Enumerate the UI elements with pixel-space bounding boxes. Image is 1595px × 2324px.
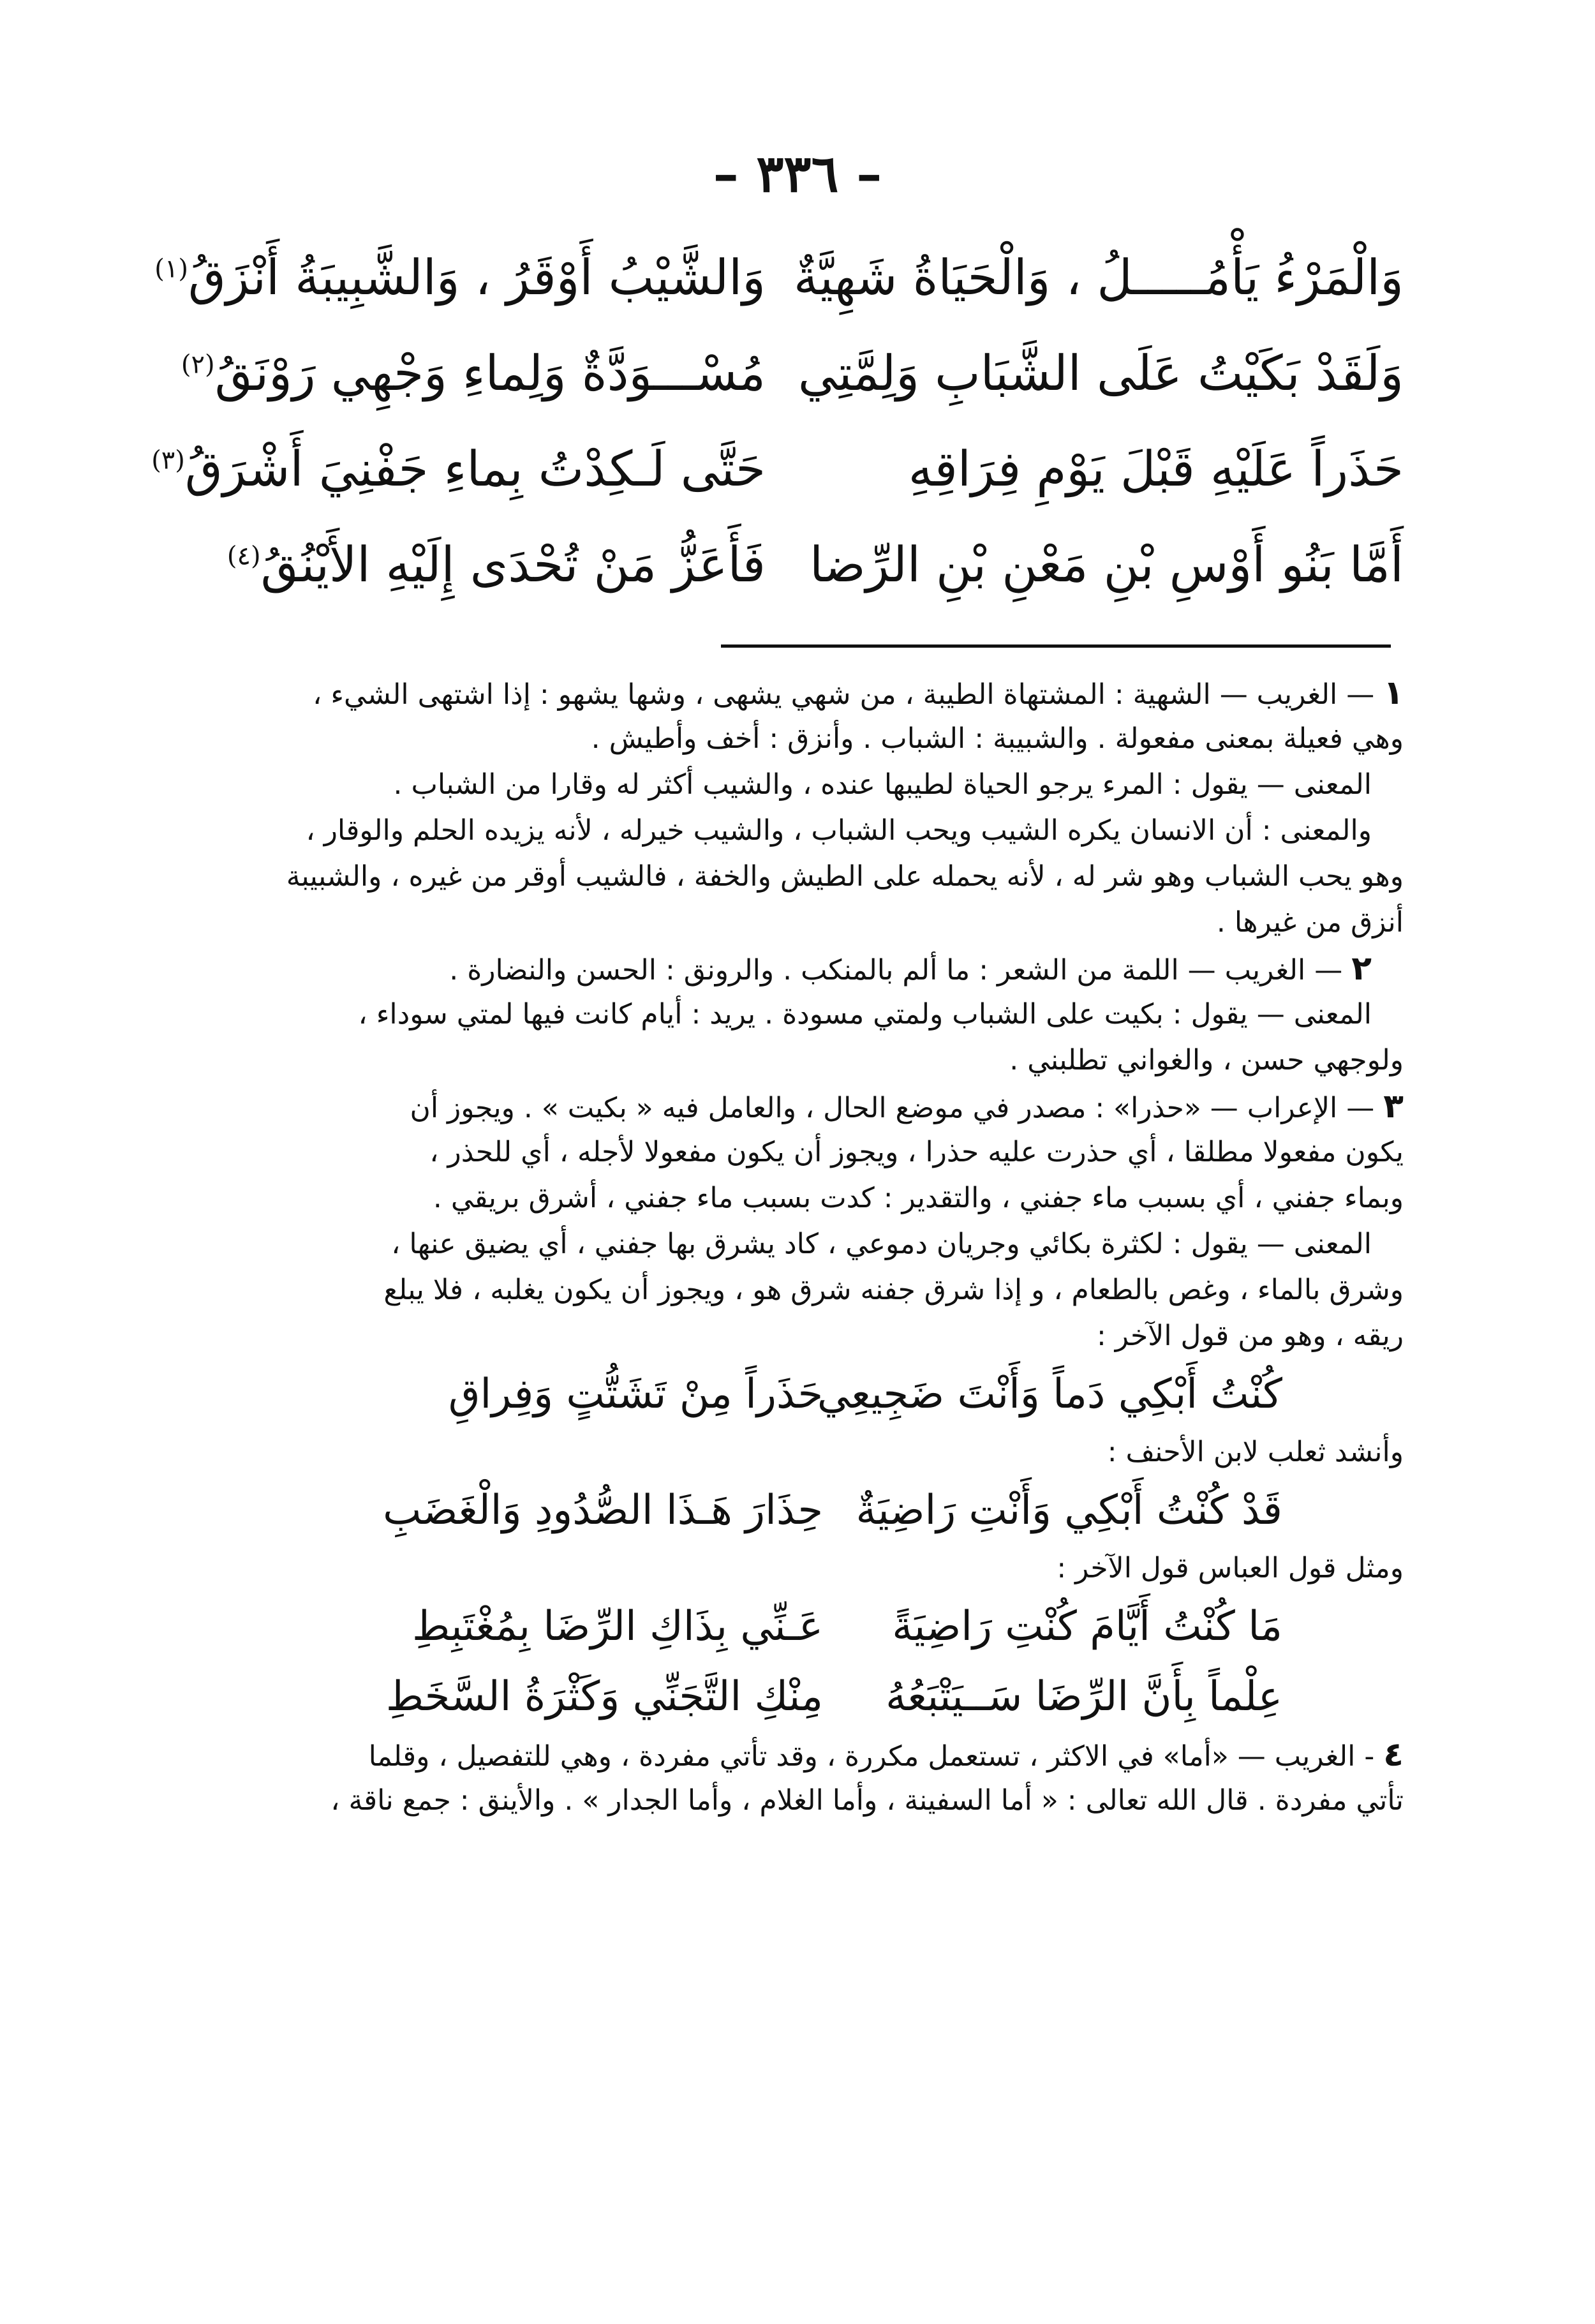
note-text: - الغريب — «أما» في الاكثر ، تستعمل مكررة ، وقد تأتي مفردة ، وهي للتفصيل ، وقلما <box>368 1740 1375 1773</box>
verse-second-hemistich <box>191 517 766 613</box>
quoted-first-hemistich: عِلْماً بِأَنَّ الرِّضَا سَــيَتْبَعُهُ <box>886 1673 1282 1720</box>
verse-second-hemistich <box>154 230 766 325</box>
verse-first-hemistich: حَذَراً عَلَيْهِ قَبْلَ يَوْمِ فِرَاقِهِ <box>908 440 1404 497</box>
quoted-verse-1 <box>191 1359 1404 1429</box>
footnote-marker: (٢) <box>181 350 215 380</box>
verse-first-hemistich: أَمَّا بَنُو أَوْسِ بْنِ مَعْنِ بْنِ الرِّضا <box>810 536 1404 593</box>
note-number: ١ <box>1383 674 1404 712</box>
note-2-line <box>191 946 1404 992</box>
note-text: — الإعراب — «حذرا» : مصدر في موضع الحال ، والعامل فيه « بكيت » . ويجوز أن <box>410 1092 1375 1124</box>
note-3-line: وأنشد ثعلب لابن الأحنف : <box>1107 1436 1404 1468</box>
note-3-meaning: المعنى — يقول : لكثرة بكائي وجريان دموعي ، كاد يشرق بها جفني ، أي يضيق عنها ، <box>391 1228 1372 1260</box>
note-number: ٢ <box>1351 950 1372 988</box>
note-1-line: والمعنى : أن الانسان يكره الشيب ويحب الشباب ، والشيب خيرله ، لأنه يزيده الحلم والوقار ، <box>306 814 1372 847</box>
footnote-marker: (١) <box>154 254 188 284</box>
note-number: ٣ <box>1383 1087 1404 1126</box>
note-3-line: وبماء جفني ، أي بسبب ماء جفني ، والتقدير : كدت بسبب ماء جفني ، أشرق بريقي . <box>433 1182 1404 1214</box>
commentary <box>191 670 1404 1824</box>
quoted-first-hemistich: قَدْ كُنْتُ أَبْكِي وَأَنْتِ رَاضِيَةٌ <box>856 1487 1282 1534</box>
note-1-line <box>191 670 1404 716</box>
note-1-meaning: المعنى — يقول : المرء يرجو الحياة لطيبها عنده ، والشيب أكثر له وقارا من الشباب . <box>393 768 1372 801</box>
note-2-meaning: المعنى — يقول : بكيت على الشباب ولمتي مسودة . يريد : أيام كانت فيها لمتي سوداء ، <box>358 998 1372 1031</box>
quoted-verse-3 <box>191 1591 1404 1662</box>
verse-text: فَأَعَزُّ مَنْ تُحْدَى إِلَيْهِ الأَيْنُقُ <box>260 536 766 593</box>
note-text: — الغريب — اللمة من الشعر : ما ألم بالمنكب . والرونق : الحسن والنضارة . <box>449 954 1343 987</box>
note-3-line <box>191 1084 1404 1129</box>
quoted-first-hemistich: مَا كُنْتُ أَيَّامَ كُنْتِ رَاضِيَةً <box>892 1603 1282 1650</box>
verse-3 <box>151 421 1404 517</box>
quoted-second-hemistich: مِنْكِ التَّجَنِّي وَكَثْرَةُ السَّخَطِ <box>385 1673 823 1720</box>
verse-second-hemistich <box>181 325 766 421</box>
verse-1 <box>154 230 1404 325</box>
verse-text: وَالشَّيْبُ أَوْقَرُ ، وَالشَّبِيبَةُ أَنْزَقُ <box>188 249 766 306</box>
note-3-line: وشرق بالماء ، وغص بالطعام ، و إذا شرق جفنه شرق هو ، ويجوز أن يكون يغلبه ، فلا يبلع <box>383 1274 1404 1306</box>
note-3-line: ريقه ، وهو من قول الآخر : <box>1096 1320 1404 1352</box>
quoted-verse-4 <box>191 1662 1404 1732</box>
footnote-separator <box>721 644 1391 648</box>
verse-second-hemistich <box>151 421 766 517</box>
page-number: – ٣٣٦ – <box>713 144 882 204</box>
quoted-second-hemistich: حِذَارَ هَـذَا الصُّدُودِ وَالْغَضَبِ <box>383 1487 823 1534</box>
note-text: — الغريب — الشهية : المشتهاة الطيبة ، من شهي يشهى ، وشها يشهو : إذا اشتهى الشيء ، <box>313 678 1375 711</box>
quoted-second-hemistich: عَـنِّي بِذَاكِ الرِّضَا بِمُغْتَبِطِ <box>412 1603 823 1650</box>
note-number: ٤ <box>1383 1736 1404 1774</box>
note-1-line: أنزق من غيرها . <box>1216 906 1404 939</box>
verse-first-hemistich: وَالْمَرْءُ يَأْمُـــــلُ ، وَالْحَيَاةُ شَهِيَّةٌ <box>794 249 1404 306</box>
verse-2 <box>181 325 1404 421</box>
verse-first-hemistich: وَلَقَدْ بَكَيْتُ عَلَى الشَّبَابِ وَلِمَّتِي <box>798 345 1404 401</box>
footnote-marker: (٣) <box>151 445 185 475</box>
note-4-line <box>191 1732 1404 1778</box>
verse-text: حَتَّى لَـكِدْتُ بِماءِ جَفْنِيَ أَشْرَقُ <box>184 440 766 497</box>
footnote-marker: (٤) <box>226 541 261 571</box>
note-4-line: تأتي مفردة . قال الله تعالى : « أما السفينة ، وأما الغلام ، وأما الجدار » . والأينق : جمع ناقة ، <box>330 1784 1404 1817</box>
verse-4 <box>191 517 1404 613</box>
note-3-line: ومثل قول العباس قول الآخر : <box>1057 1552 1404 1584</box>
note-1-line: وهي فعيلة بمعنى مفعولة . والشبيبة : الشباب . وأنزق : أخف وأطيش . <box>591 722 1404 755</box>
quoted-verse-2 <box>191 1475 1404 1546</box>
note-1-line: وهو يحب الشباب وهو شر له ، لأنه يحمله على الطيش والخفة ، فالشيب أوقر من غيره ، والشبيبة <box>286 860 1404 893</box>
verse-text: مُسْـــوَدَّةٌ وَلِماءِ وَجْهِي رَوْنَقُ <box>214 345 766 401</box>
quoted-first-hemistich: كُنْتُ أَبْكِي دَماً وَأَنْتَ ضَجِيعِي <box>817 1371 1282 1418</box>
poem <box>151 230 1404 613</box>
note-2-line: ولوجهي حسن ، والغواني تطلبني . <box>1009 1044 1404 1076</box>
quoted-second-hemistich: حَذَراً مِنْ تَشَتُّتٍ وَفِراقِ <box>448 1371 823 1418</box>
note-3-line: يكون مفعولا مطلقا ، أي حذرت عليه حذرا ، ويجوز أن يكون مفعولا لأجله ، أي للحذر ، <box>429 1136 1404 1168</box>
